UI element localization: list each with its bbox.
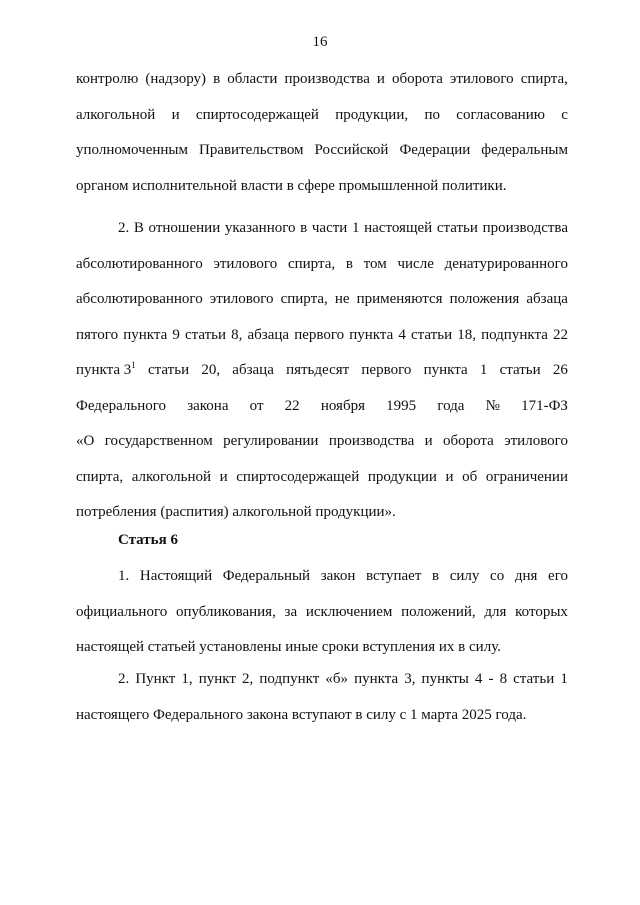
word: за bbox=[284, 603, 298, 620]
word: этилового bbox=[504, 433, 568, 449]
word: исключением bbox=[305, 603, 393, 620]
word: указанного bbox=[224, 220, 296, 236]
word: в bbox=[432, 568, 440, 584]
word: опубликования, bbox=[175, 603, 276, 620]
word: алкогольной bbox=[131, 468, 212, 485]
word: абзаца bbox=[526, 291, 568, 307]
word: статьи bbox=[184, 326, 227, 343]
word: подпункта bbox=[481, 326, 548, 343]
word: не bbox=[334, 291, 350, 307]
word: 8 bbox=[499, 671, 508, 687]
word: ноября bbox=[320, 397, 365, 414]
word: 1 bbox=[351, 220, 360, 236]
word: абзаца bbox=[232, 362, 274, 378]
word: спирта, bbox=[76, 468, 124, 485]
word: 20, bbox=[201, 362, 221, 378]
word: первого bbox=[294, 326, 345, 343]
justified-line bbox=[76, 62, 568, 98]
word: настоящей bbox=[364, 220, 433, 236]
word: Федерации bbox=[399, 142, 471, 158]
article-heading-block bbox=[76, 523, 568, 559]
word: закон bbox=[320, 568, 356, 584]
article-heading: Статья 6 bbox=[118, 532, 178, 548]
word: для bbox=[484, 603, 507, 620]
justified-line bbox=[76, 559, 568, 595]
paragraph-article-5-part-2 bbox=[76, 211, 568, 531]
paragraph-continuation bbox=[76, 62, 568, 204]
word: производства bbox=[482, 220, 568, 236]
word: продукции bbox=[367, 468, 437, 485]
word: пункт bbox=[198, 671, 236, 687]
word: и bbox=[445, 468, 454, 485]
word: и bbox=[171, 106, 180, 123]
word: статьи bbox=[513, 671, 555, 687]
justified-line bbox=[76, 662, 568, 698]
justified-line bbox=[76, 247, 568, 283]
word: и bbox=[376, 71, 385, 87]
word: с bbox=[561, 106, 568, 123]
word: пункта bbox=[349, 326, 394, 343]
word: 1 bbox=[560, 671, 568, 687]
word: 1995 bbox=[386, 397, 417, 414]
word: этилового bbox=[449, 71, 514, 87]
word: 4 bbox=[398, 326, 406, 343]
word: контролю bbox=[76, 71, 139, 87]
word: производства bbox=[284, 71, 370, 87]
word: в bbox=[213, 71, 221, 87]
word: 8, bbox=[231, 326, 243, 343]
paragraph-article-6-part-1 bbox=[76, 559, 568, 666]
word: статьи bbox=[148, 362, 190, 378]
word: спирта, bbox=[280, 291, 328, 307]
word: 1, bbox=[181, 671, 193, 687]
word: (надзору) bbox=[145, 71, 206, 87]
word: со bbox=[490, 568, 505, 584]
word: том bbox=[363, 255, 387, 272]
word: «б» bbox=[325, 671, 349, 687]
word: федеральным bbox=[481, 142, 568, 158]
last-line: настоящей статьей установлены иные сроки вступления их в силу. bbox=[76, 639, 501, 655]
word: 3, bbox=[404, 671, 416, 687]
word: 22 bbox=[284, 397, 300, 414]
word: 22 bbox=[552, 326, 568, 343]
word: статьи bbox=[411, 326, 453, 343]
word: Федеральный bbox=[222, 568, 311, 584]
word: от bbox=[249, 397, 264, 414]
word: части bbox=[311, 220, 348, 236]
word: пункта bbox=[354, 671, 399, 687]
word: регулировании bbox=[223, 433, 319, 449]
word: Настоящий bbox=[139, 568, 213, 584]
word: согласованию bbox=[456, 106, 545, 123]
paragraph-article-6-part-2 bbox=[76, 662, 568, 733]
word: В bbox=[133, 220, 144, 236]
word: этилового bbox=[213, 255, 278, 272]
word: «О bbox=[76, 433, 95, 449]
word: 1 bbox=[479, 362, 488, 378]
page-number: 16 bbox=[312, 34, 328, 50]
word: спирта, bbox=[520, 71, 568, 87]
word: года bbox=[437, 397, 465, 414]
justified-line bbox=[76, 318, 568, 354]
word: пятьдесят bbox=[286, 362, 350, 378]
word: и bbox=[424, 433, 433, 449]
justified-line-with-superscript bbox=[76, 353, 568, 389]
word: - bbox=[488, 671, 494, 687]
word: области bbox=[227, 71, 278, 87]
justified-line bbox=[76, 595, 568, 631]
word: 2. bbox=[118, 671, 130, 687]
word: спиртосодержащей bbox=[195, 106, 319, 123]
word: производства bbox=[328, 433, 415, 449]
word: применяются bbox=[356, 291, 443, 307]
word: 18, bbox=[457, 326, 476, 343]
line-start: пункта $3^1$ bbox=[76, 360, 136, 378]
word: продукции, bbox=[335, 106, 409, 123]
word: 4 bbox=[474, 671, 483, 687]
word: официального bbox=[76, 603, 168, 620]
word: статьи bbox=[499, 362, 541, 378]
word: об bbox=[462, 468, 478, 485]
superscript: 1 bbox=[131, 360, 136, 370]
word: подпункт bbox=[259, 671, 320, 687]
word: дня bbox=[514, 568, 538, 584]
last-line: органом исполнительной власти в сфере промышленной политики. bbox=[76, 177, 507, 194]
word: спиртосодержащей bbox=[236, 468, 360, 485]
word: пятого bbox=[76, 326, 119, 343]
word: алкогольной bbox=[76, 106, 156, 123]
word: Пункт bbox=[135, 671, 176, 687]
word: государственном bbox=[104, 433, 213, 449]
word: отношении bbox=[148, 220, 221, 236]
word: вступает bbox=[365, 568, 422, 584]
word: в bbox=[345, 255, 353, 272]
justified-line bbox=[76, 98, 568, 134]
word: по bbox=[424, 106, 440, 123]
word: № bbox=[485, 397, 500, 414]
word: и bbox=[219, 468, 228, 485]
word: абсолютированного bbox=[76, 291, 203, 307]
word: уполномоченным bbox=[76, 142, 188, 158]
word: его bbox=[548, 568, 568, 584]
word: 1. bbox=[118, 568, 130, 584]
last-line: потребления (распития) алкогольной продукции». bbox=[76, 504, 396, 520]
word: 9 bbox=[172, 326, 180, 343]
word: Российской bbox=[314, 142, 389, 158]
word: положения bbox=[449, 291, 520, 307]
word: Федерального bbox=[76, 397, 167, 414]
word: силу bbox=[449, 568, 480, 584]
word: пункта bbox=[123, 326, 168, 343]
justified-line bbox=[76, 460, 568, 496]
justified-line bbox=[76, 424, 568, 460]
word: абсолютированного bbox=[76, 255, 203, 272]
word: оборота bbox=[392, 71, 443, 87]
word: 171-ФЗ bbox=[521, 397, 568, 414]
word: оборота bbox=[442, 433, 494, 449]
word: денатурированного bbox=[444, 255, 568, 272]
word: в bbox=[300, 220, 308, 236]
word: статьи bbox=[436, 220, 478, 236]
justified-line bbox=[76, 282, 568, 318]
word: пункты bbox=[421, 671, 469, 687]
word: 2, bbox=[242, 671, 254, 687]
last-line: настоящего Федерального закона вступают в силу с 1 марта 2025 года. bbox=[76, 706, 527, 723]
word: ограничении bbox=[485, 468, 568, 485]
word: которых bbox=[515, 603, 568, 620]
justified-line bbox=[76, 211, 568, 247]
word: спирта, bbox=[287, 255, 336, 272]
justified-line bbox=[76, 133, 568, 169]
word: положений, bbox=[401, 603, 476, 620]
word: этилового bbox=[209, 291, 274, 307]
word: закона bbox=[187, 397, 229, 414]
word: абзаца bbox=[247, 326, 290, 343]
justified-line bbox=[76, 389, 568, 425]
word: первого bbox=[361, 362, 412, 378]
word: 26 bbox=[552, 362, 568, 378]
word: Правительством bbox=[198, 142, 304, 158]
word: пункта bbox=[423, 362, 468, 378]
word: числе bbox=[397, 255, 434, 272]
word: 2. bbox=[118, 220, 130, 236]
